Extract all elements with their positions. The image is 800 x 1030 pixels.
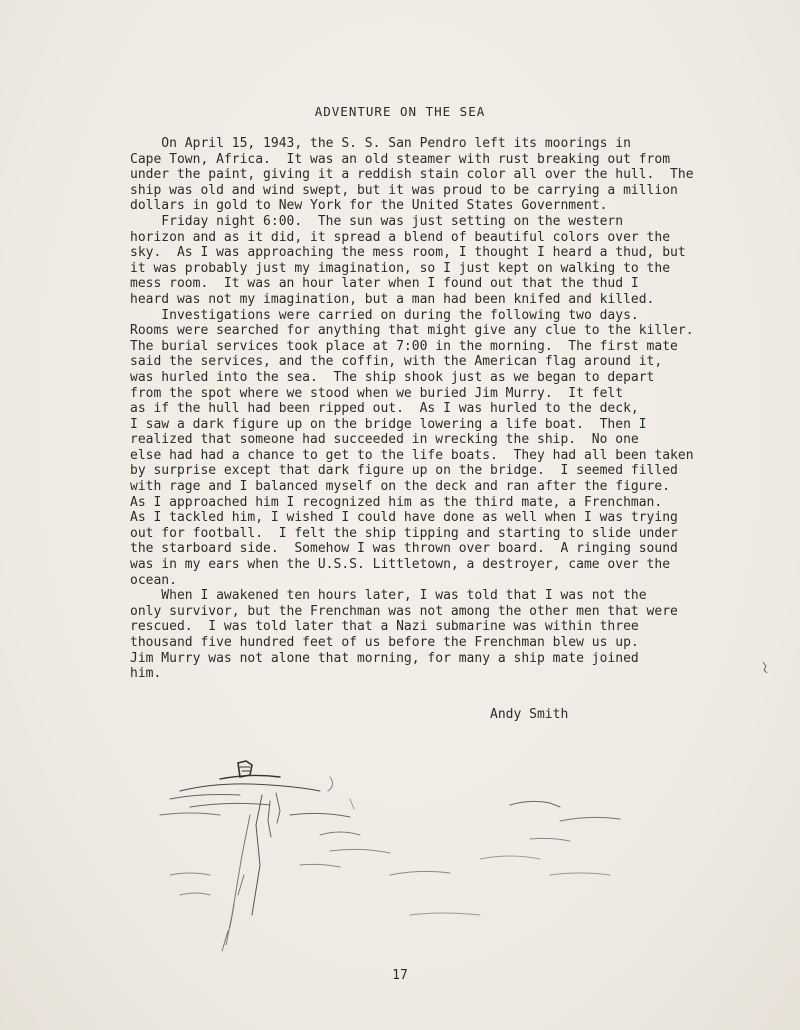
text-line: by surprise except that dark figure up on the bridge. I seemed filled [130, 463, 678, 479]
text-line: heard was not my imagination, but a man had been knifed and killed. [130, 291, 655, 307]
page-speck [760, 660, 770, 674]
text-line: under the paint, giving it a reddish stain color all over the hull. The [130, 167, 694, 183]
author-signature: Andy Smith [490, 707, 569, 722]
story-text [130, 136, 700, 682]
text-line: said the services, and the coffin, with the American flag around it, [130, 354, 663, 370]
text-line: Jim Murry was not alone that morning, for many a ship mate joined [130, 650, 639, 666]
text-line: else had had a chance to get to the life boats. They had all been taken [130, 447, 694, 463]
text-line: with rage and I balanced myself on the deck and ran after the figure. [130, 479, 671, 495]
text-line: it was probably just my imagination, so I just kept on walking to the [130, 260, 671, 276]
text-line: Rooms were searched for anything that might give any clue to the killer. [130, 323, 694, 339]
text-line: horizon and as it did, it spread a blend of beautiful colors over the [130, 229, 671, 245]
text-line: I saw a dark figure up on the bridge lowering a life boat. Then I [130, 416, 647, 432]
text-line: as if the hull had been ripped out. As I was hurled to the deck, [130, 401, 639, 417]
text-line: was in my ears when the U.S.S. Littletown, a destroyer, came over the [130, 557, 671, 573]
text-line: mess room. It was an hour later when I found out that the thud I [130, 276, 639, 292]
document-title: ADVENTURE ON THE SEA [314, 104, 486, 119]
text-line: As I tackled him, I wished I could have done as well when I was trying [130, 510, 678, 526]
text-line: from the spot where we stood when we buried Jim Murry. It felt [130, 385, 624, 401]
page-number: 17 [392, 968, 408, 983]
text-line: Cape Town, Africa. It was an old steamer with rust breaking out from [130, 151, 671, 167]
text-line: Friday night 6:00. The sun was just setting on the western [130, 213, 624, 229]
text-line: dollars in gold to New York for the United States Government. [130, 198, 608, 214]
text-line: ship was old and wind swept, but it was proud to be carrying a million [130, 182, 678, 198]
text-line: The burial services took place at 7:00 in the morning. The first mate [130, 338, 678, 354]
text-line: rescued. I was told later that a Nazi submarine was within three [130, 619, 639, 635]
text-line: On April 15, 1943, the S. S. San Pendro left its moorings in [130, 136, 631, 151]
text-line: him. [130, 666, 162, 682]
sea-sketch-drawing [150, 755, 650, 975]
text-line: realized that someone had succeeded in wrecking the ship. No one [130, 432, 639, 448]
text-line: Investigations were carried on during the following two days. [130, 307, 639, 323]
text-line: As I approached him I recognized him as the third mate, a Frenchman. [130, 494, 663, 510]
text-line: only survivor, but the Frenchman was not among the other men that were [130, 603, 678, 619]
text-line: When I awakened ten hours later, I was told that I was not the [130, 588, 647, 604]
text-line: was hurled into the sea. The ship shook just as we began to depart [130, 369, 655, 385]
text-line: out for football. I felt the ship tipping and starting to slide under [130, 525, 678, 541]
text-line: the starboard side. Somehow I was thrown over board. A ringing sound [130, 541, 678, 557]
text-line: thousand five hundred feet of us before the Frenchman blew us up. [130, 635, 639, 650]
text-line: ocean. [130, 572, 177, 588]
text-line: sky. As I was approaching the mess room, I thought I heard a thud, but [130, 245, 686, 261]
